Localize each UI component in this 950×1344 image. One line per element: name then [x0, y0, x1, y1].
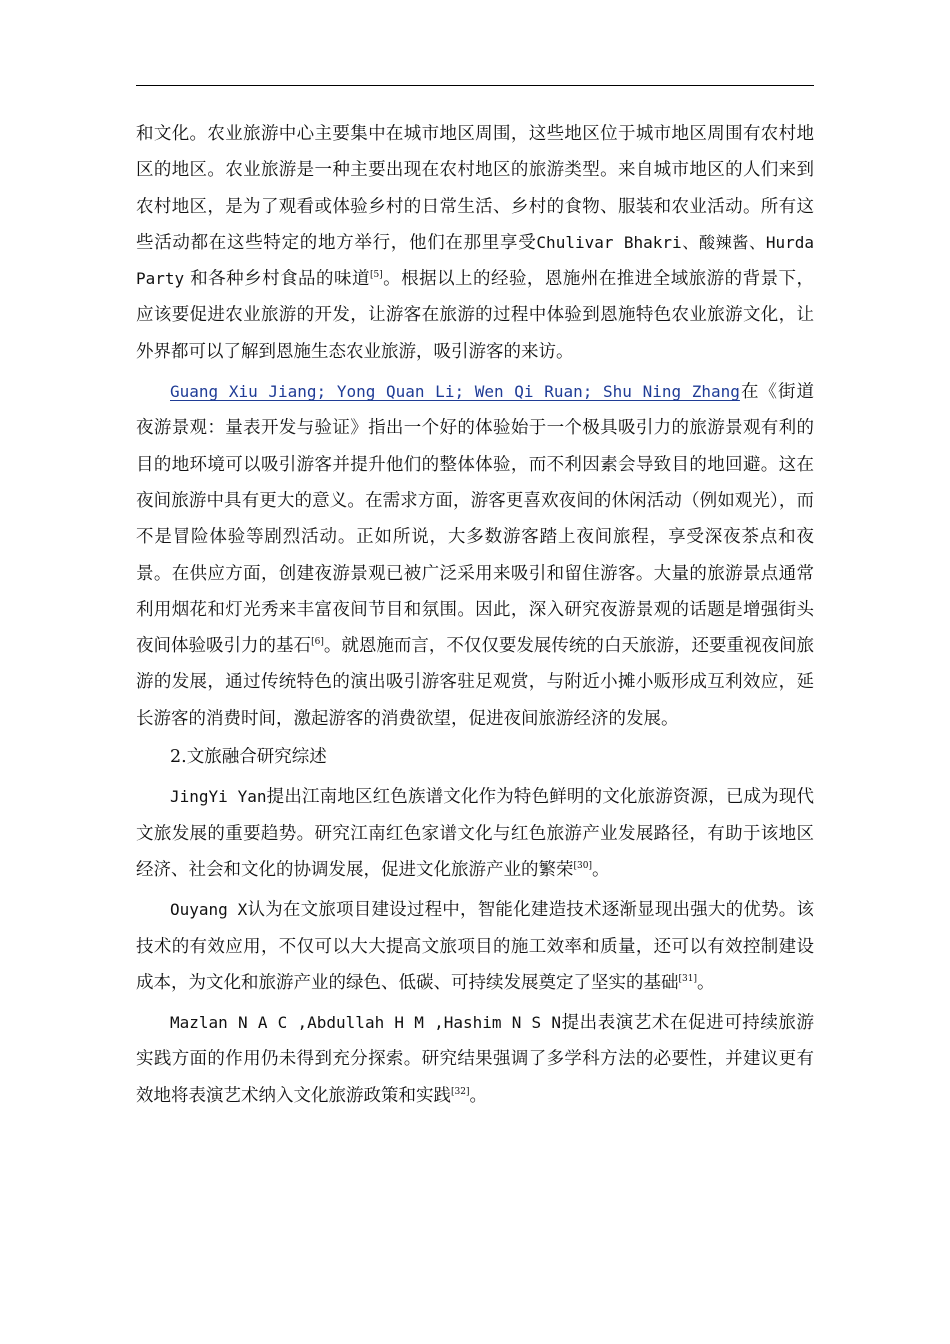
paragraph-mazlan: Mazlan N A C ,Abdullah H M ,Hashim N S N提出表演艺术在促进可持续旅游实践方面的作用仍未得到充分探索。研究结果强调了多学科方法的必要性，并建议更有效地将表演艺术纳入文化旅游政策和实践[32]。 [136, 1013, 814, 1106]
author-name: Ouyang X [170, 900, 248, 920]
header-rule [136, 85, 814, 86]
citation-32: [32] [451, 1086, 470, 1097]
paragraph-ouyang: Ouyang X认为在文旅项目建设过程中，智能化建造技术逐渐显现出强大的优势。该技术的有效应用，不仅可以大大提高文旅项目的施工效率和质量，还可以有效控制建设成本，为文化和旅游产业的绿色、低碳、可持续发展奠定了坚实的基础[31]。 [136, 900, 815, 993]
food-names: Chulivar Bhakri、酸辣酱、Hurda Party [136, 232, 814, 289]
section-heading: 2.文旅融合研究综述 [170, 747, 327, 768]
citation-6: [6] [311, 637, 324, 648]
paragraph-agri-tourism: 和文化。农业旅游中心主要集中在城市地区周围，这些地区位于城市地区周围有农村地区的地区。农业旅游是一种主要出现在农村地区的旅游类型。来自城市地区的人们来到农村地区，是为了观看或体验乡村的日常生活、乡村的食物、服装和农业活动。所有这些活动都在这些特定的地方举行，他们在那里享受Chulivar Bhakri、酸辣酱、Hurda Party 和各种乡村食品的味道[5]。根据以上的经验，恩施州在推进全域旅游的背景下，应该要促进农业旅游的开发，让游客在旅游的过程中体验到恩施特色农业旅游文化，让外界都可以了解到恩施生态农业旅游，吸引游客的来访。 [136, 124, 815, 362]
citation-5: [5] [369, 270, 383, 281]
author-link[interactable]: Guang Xiu Jiang; Yong Quan Li; Wen Qi Ruan; Shu Ning Zhang [170, 382, 740, 402]
paragraph-night-tourism: Guang Xiu Jiang; Yong Quan Li; Wen Qi Ruan; Shu Ning Zhang在《街道夜游景观：量表开发与验证》指出一个好的体验始于一个极具吸引力的旅游景观有利的目的地环境可以吸引游客并提升他们的整体体验，而不利因素会导致目的地回避。这在夜间旅游中具有更大的意义。在需求方面，游客更喜欢夜间的休闲活动（例如观光），而不是冒险体验等剧烈活动。正如所说，大多数游客踏上夜间旅程，享受深夜茶点和夜景。在供应方面，创建夜游景观已被广泛采用来吸引和留住游客。大量的旅游景点通常利用烟花和灯光秀来丰富夜间节目和氛围。因此，深入研究夜游景观的话题是增强街头夜间体验吸引力的基石[6]。就恩施而言，不仅仅要发展传统的白天旅游，还要重视夜间旅游的发展，通过传统特色的演出吸引游客驻足观赏，与附近小摊小贩形成互利效应，延长游客的消费时间，激起游客的消费欲望，促进夜间旅游经济的发展。 [136, 382, 815, 729]
body-text [136, 116, 814, 1114]
citation-30: [30] [573, 860, 592, 871]
author-name: JingYi Yan [170, 787, 267, 807]
citation-31: [31] [678, 973, 697, 984]
paragraph-jingyi-yan: JingYi Yan提出江南地区红色族谱文化作为特色鲜明的文化旅游资源，已成为现代文旅发展的重要趋势。研究江南红色家谱文化与红色旅游产业发展路径，有助于该地区经济、社会和文化的协调发展，促进文化旅游产业的繁荣[30]。 [136, 787, 815, 880]
author-name: Mazlan N A C ,Abdullah H M ,Hashim N S N [170, 1013, 562, 1033]
